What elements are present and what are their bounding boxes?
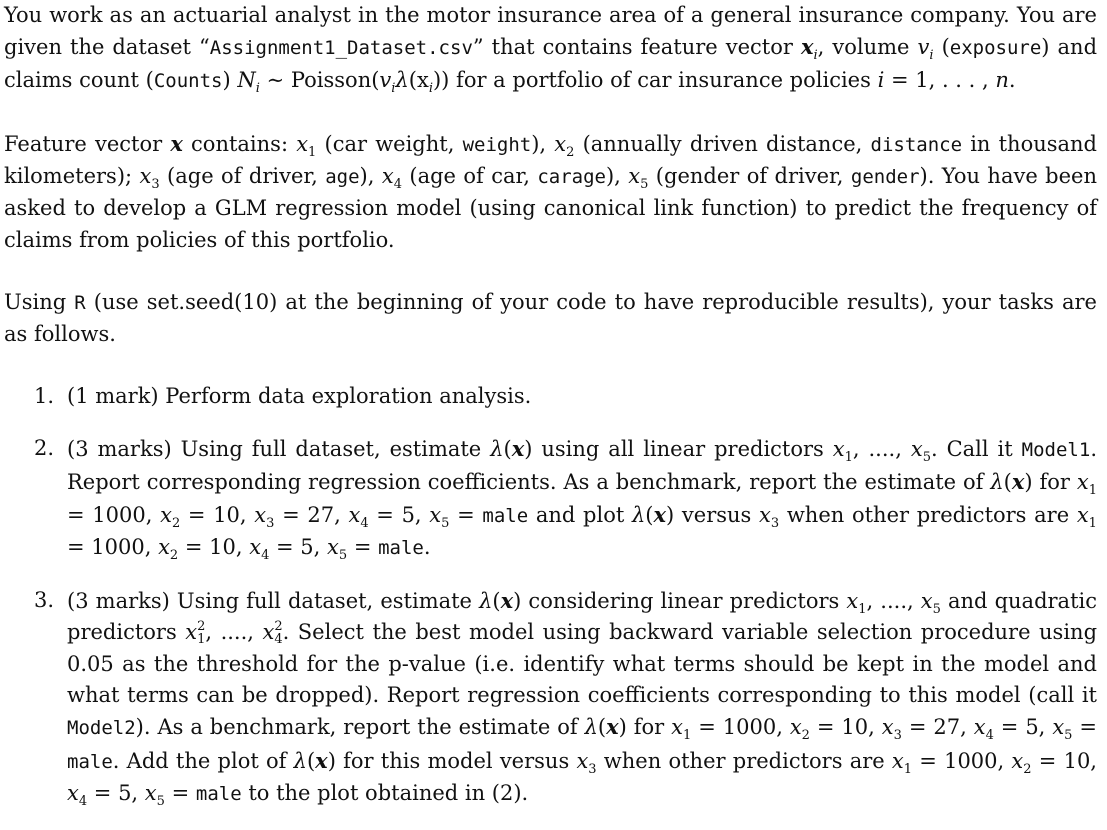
features-paragraph: Feature vector x contains: $x_1$ (car weight, weight), $x_2$ (annually driven distance, distance in thousand kilometers); $x_3$ (age of driver, age), $x_4$ (age of car, carage), $x_5$ (gender of driver, gender). You have been asked to develop a GLM regression model (using canonical link function) to predict the frequency of claims from policies of this portfolio.	[4, 130, 1098, 252]
dataset-filename: Assignment1_Dataset.csv	[209, 37, 473, 60]
paragraph-spacer	[4, 97, 1097, 128]
intro-paragraph: You work as an actuarial analyst in the motor insurance area of a general insurance company. You are given the dataset “Assignment1_Dataset.csv” that contains feature vector $x_i$, volume $v_i$ (exposure) and claims count (Counts) $N_i$ ∼ $Poisson(v_i\lambda(x_i))$ for a portfolio of car insurance policies i = 1, . . . , n.	[4, 3, 1098, 96]
list-spacer	[4, 564, 1097, 585]
tasks-intro-paragraph: Using R (use set.seed(10) at the beginning of your code to have reproducible results), your tasks are as follows.	[4, 290, 1097, 347]
weight-code: weight	[462, 133, 532, 156]
age-code: age	[325, 166, 360, 189]
distance-code: distance	[870, 133, 963, 156]
counts-code: Counts	[153, 69, 223, 92]
paragraph-spacer	[4, 351, 1097, 381]
list-spacer	[4, 412, 1097, 433]
carage-code: carage	[537, 166, 606, 189]
paragraph-spacer	[4, 256, 1097, 287]
model1-code: Model1	[1021, 438, 1091, 461]
gender-code: gender	[850, 166, 920, 189]
task-item-1: 1. (1 mark) Perform data exploration analysis.	[4, 381, 1097, 412]
assignment-document	[4, 0, 1097, 810]
task-list	[4, 381, 1097, 811]
task-number: 1.	[34, 383, 55, 408]
r-code: R	[74, 292, 86, 315]
task-item-3: 3. (3 marks) Using full dataset, estimate λ(x) considering linear predictors $x_1$, ...., $x_5$ and quadratic predictors x 2 1 , ...., x 2 4 . Select the best model using backward variable selection procedure using 0.05 as the threshold for the p-value (i.e. identify what terms should be kept in the model and what terms can be dropped). Report regression coefficients corresponding to this model (call it Model2). As a benchmark, report the estimate of λ(x) for $x_1 = 1000$, $x_2 = 10$, $x_3 = 27$, $x_4 = 5$, $x_5$ = male. Add the plot of λ(x) for this model versus $x_3$ when other predictors are $x_1 = 1000$, $x_2 = 10$, $x_4 = 5$, $x_5$ = male to the plot obtained in (2).	[4, 585, 1097, 810]
task-number: 2.	[34, 435, 55, 460]
model2-code: Model2	[67, 717, 136, 740]
exposure-code: exposure	[949, 37, 1042, 60]
task-item-2: 2. (3 marks) Using full dataset, estimate λ(x) using all linear predictors $x_1$, ...., $x_5$. Call it Model1. Report corresponding regression coefficients. As a benchmark, report the estimate of λ(x) for $x_1 = 1000$, $x_2 = 10$, $x_3 = 27$, $x_4 = 5$, $x_5$ = male and plot λ(x) versus $x_3$ when other predictors are $x_1 = 1000$, $x_2 = 10$, $x_4 = 5$, $x_5$ = male.	[4, 433, 1097, 564]
task-number: 3.	[34, 588, 55, 613]
